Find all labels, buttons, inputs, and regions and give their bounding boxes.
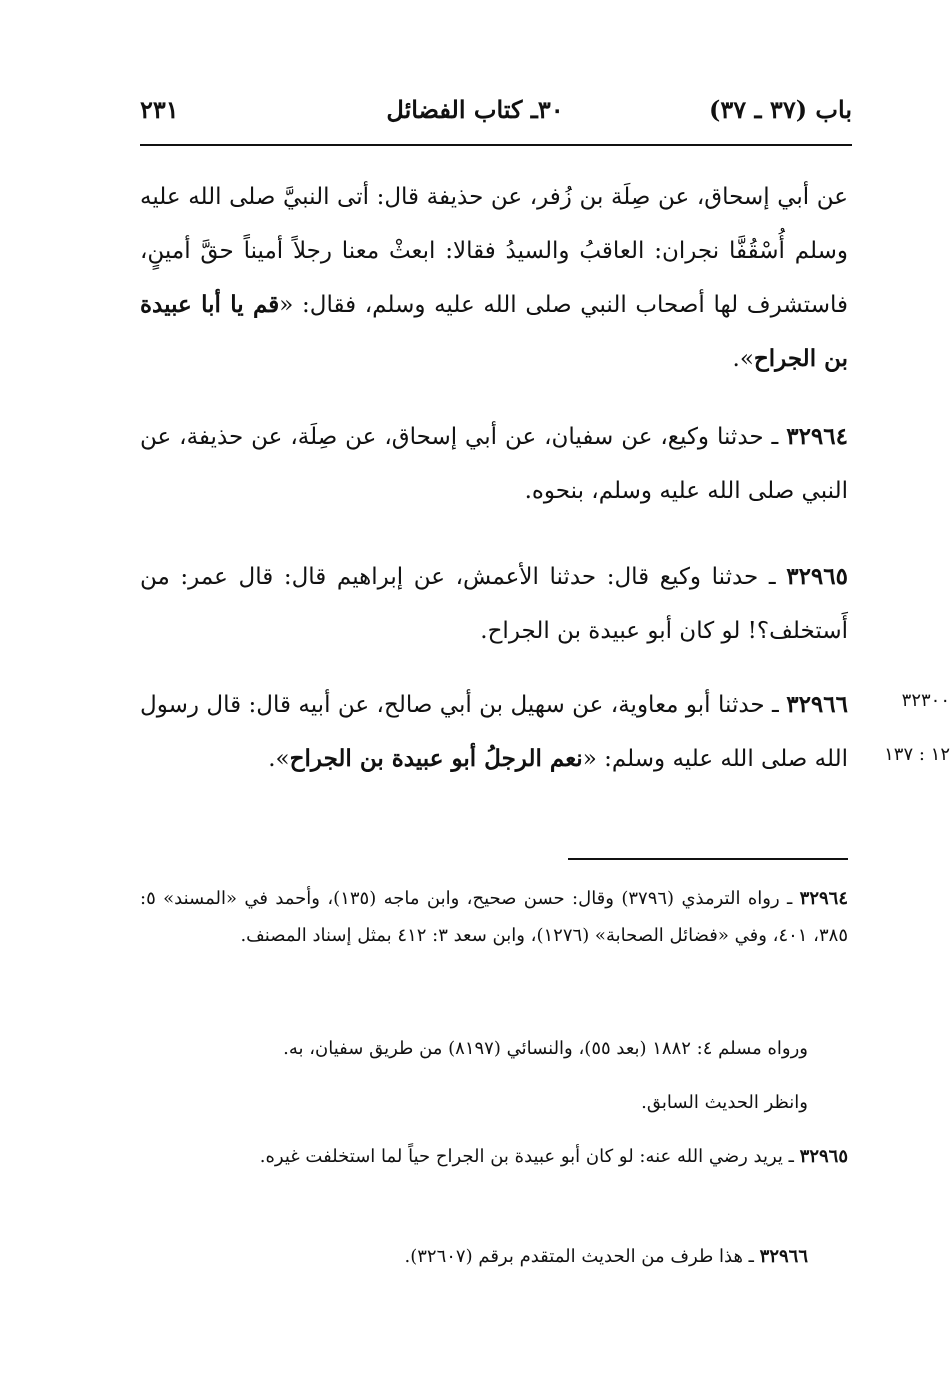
footnote-32964-see-previous: وانظر الحديث السابق. [641, 1092, 808, 1113]
margin-volume-page: ١٢ : ١٣٧ [884, 744, 950, 765]
paragraph-text: ـ حدثنا وكيع قال: حدثنا الأعمش، عن إبراهيم قال: قال عمر: من أَستخلف؟! لو كان أبو عبيدة بن الجراح. [140, 564, 848, 644]
paragraph-end: ». [268, 746, 290, 772]
footnote-number: ٣٢٩٦٦ [759, 1246, 808, 1267]
footnote-text: ـ هذا طرف من الحديث المتقدم برقم (٣٢٦٠٧). [404, 1246, 760, 1267]
prophetic-quote: قم يا أبا عبيدة بن الجراح [140, 291, 848, 372]
footnote-divider [568, 858, 848, 860]
footnote-number: ٣٢٩٦٤ [799, 888, 849, 909]
hadith-32965 [140, 550, 848, 658]
paragraph-text: ـ حدثنا وكيع، عن سفيان، عن أبي إسحاق، عن صِلَة، عن حذيفة، عن النبي صلى الله عليه وسلم، بنحوه. [140, 424, 848, 504]
hadith-32966 [140, 678, 848, 786]
footnote-text: ـ رواه الترمذي (٣٧٩٦) وقال: حسن صحيح، وابن ماجه (١٣٥)، وأحمد في «المسند» ٥: ٣٨٥، ٤٠١، وفي «فضائل الصحابة» (١٢٧٦)، وابن سعد ٣: ٤١٢ بمثل إسناد المصنف. [140, 888, 848, 946]
hadith-number: ٣٢٩٦٦ [786, 691, 848, 718]
hadith-number: ٣٢٩٦٤ [786, 423, 848, 450]
hadith-number: ٣٢٩٦٥ [786, 563, 848, 590]
page-number: ٢٣١ [140, 95, 179, 124]
prophetic-quote: نعم الرجلُ أبو عبيدة بن الجراح [289, 745, 583, 772]
paragraph-text: ـ حدثنا أبو معاوية، عن سهيل بن أبي صالح، عن أبيه قال: قال رسول الله صلى الله عليه وسلم: « [140, 692, 848, 772]
header-divider [140, 144, 852, 146]
hadith-32964 [140, 410, 848, 518]
footnote-32964-muslim: ورواه مسلم ٤: ١٨٨٢ (بعد ٥٥)، والنسائي (٨١٩٧) من طريق سفيان، به. [283, 1038, 808, 1059]
hadith-paragraph-continued [140, 170, 848, 386]
footnote-32966 [140, 1238, 808, 1275]
chapter-reference: باب (٣٧ ـ ٣٧) [709, 95, 852, 124]
footnote-32964 [140, 880, 848, 954]
footnote-number: ٣٢٩٦٥ [799, 1146, 848, 1167]
paragraph-text: عن أبي إسحاق، عن صِلَة بن زُفر، عن حذيفة قال: أتى النبيَّ صلى الله عليه وسلم أُسْقُفَّا نجران: العاقبُ والسيدُ فقالا: ابعثْ معنا رجلاً أميناً حقَّ أمينٍ، فاستشرف لها أصحاب النبي صلى الله عليه وسلم، فقال: « [140, 184, 848, 318]
paragraph-end: ». [732, 346, 754, 372]
margin-reference-number: ٣٢٣٠٠ [901, 690, 950, 711]
book-title: ٣٠ـ كتاب الفضائل [386, 95, 564, 124]
footnote-32965 [140, 1138, 848, 1175]
footnote-text: ـ يريد رضي الله عنه: لو كان أبو عبيدة بن الجراح حياً لما استخلفت غيره. [259, 1146, 800, 1167]
